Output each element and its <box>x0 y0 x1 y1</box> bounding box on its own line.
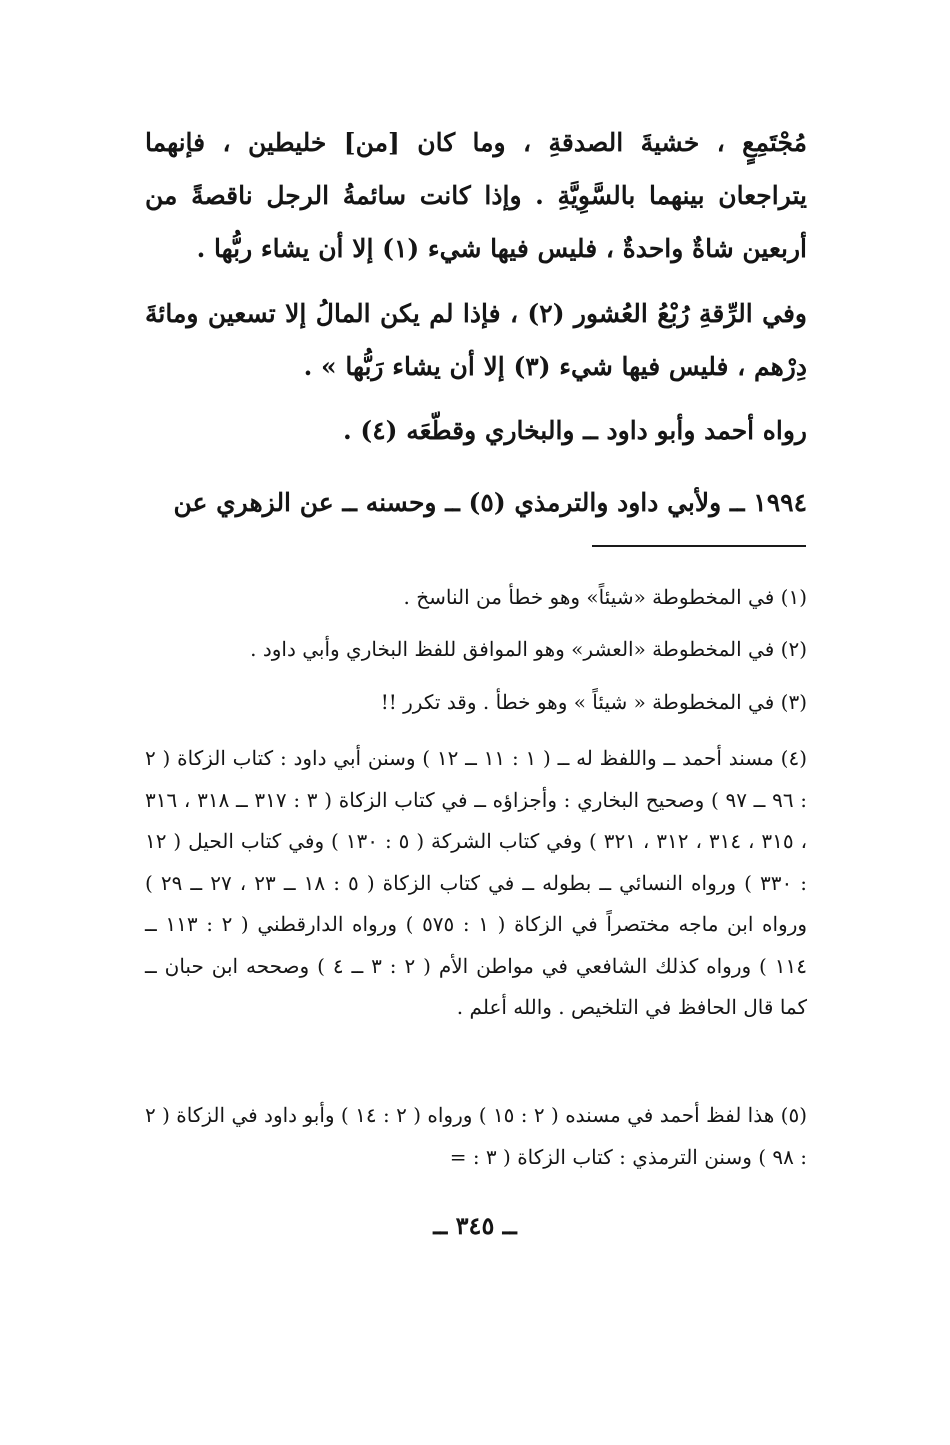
main-paragraph-text: مُجْتَمِعٍ ، خشيةَ الصدقةِ ، وما كان [من] خليطين ، فإنهما يتراجعان بينهما بالسَّوِيَّةِ . وإذا كانت سائمةُ الرجل ناقصةً من أربعين شاةٌ واحدةٌ ، فليس فيها شيء (١) إلا أن يشاء ربُّها . <box>145 128 807 263</box>
footnote-separator <box>592 545 806 547</box>
footnote-1 <box>145 577 807 619</box>
main-paragraph-text: وفي الرِّقةِ رُبْعُ العُشور (٢) ، فإذا لم يكن المالُ إلا تسعين ومائةَ دِرْهم ، فليس فيها شيء (٣) إلا أن يشاء رَبُّها » . <box>145 299 807 381</box>
footnote-text: (٥) هذا لفظ أحمد في مسنده ( ٢ : ١٥ ) ورواه ( ٢ : ١٤ ) وأبو داود في الزكاة ( ٢ : ٩٨ ) وسنن الترمذي : كتاب الزكاة ( ٣ : = <box>145 1103 807 1169</box>
page-number: ــ ٣٤٥ ــ <box>433 1211 517 1240</box>
footnote-3 <box>145 682 807 724</box>
footnote-text: (٤) مسند أحمد ــ واللفظ له ــ ( ١ : ١١ ــ ١٢ ) وسنن أبي داود : كتاب الزكاة ( ٢ : ٩٦ ــ ٩٧ ) وصحيح البخاري : وأجزاؤه ــ في كتاب الزكاة ( ٣ : ٣١٧ ــ ٣١٨ ، ٣١٦ ، ٣١٥ ، ٣١٤ ، ٣١٢ ، ٣٢١ ) وفي كتاب الشركة ( ٥ : ١٣٠ ) وفي كتاب الحيل ( ١٢ : ٣٣٠ ) ورواه النسائي ــ بطوله ــ في كتاب الزكاة ( ٥ : ١٨ ــ ٢٣ ، ٢٧ ــ ٢٩ ) ورواه ابن ماجه مختصراً في الزكاة ( ١ : ٥٧٥ ) ورواه الدارقطني ( ٢ : ١١٣ ــ ١١٤ ) ورواه كذلك الشافعي في مواطن الأم ( ٢ : ٣ ــ ٤ ) وصححه ابن حبان ــ كما قال الحافظ في التلخيص . والله أعلم . <box>145 746 808 1019</box>
footnote-text: (١) في المخطوطة «شيئاً» وهو خطأ من الناسخ . <box>403 585 807 609</box>
hadith-1994-heading <box>145 476 807 529</box>
footnote-5 <box>145 1095 807 1178</box>
footnote-text: (٢) في المخطوطة «العشر» وهو الموافق للفظ البخاري وأبي داود . <box>250 637 807 661</box>
footnote-4 <box>145 738 807 1029</box>
footnote-2 <box>145 629 807 671</box>
main-paragraph-text: ١٩٩٤ ــ ولأبي داود والترمذي (٥) ــ وحسنه ــ عن الزهري عن <box>173 488 807 517</box>
main-paragraph-text: رواه أحمد وأبو داود ــ والبخاري وقطّعَه (٤) . <box>342 416 807 445</box>
footnote-text: (٣) في المخطوطة « شيئاً » وهو خطأ . وقد تكرر !! <box>380 690 807 714</box>
main-paragraph-3 <box>145 404 807 457</box>
main-paragraph-2 <box>145 287 807 393</box>
main-paragraph-1 <box>145 116 807 275</box>
